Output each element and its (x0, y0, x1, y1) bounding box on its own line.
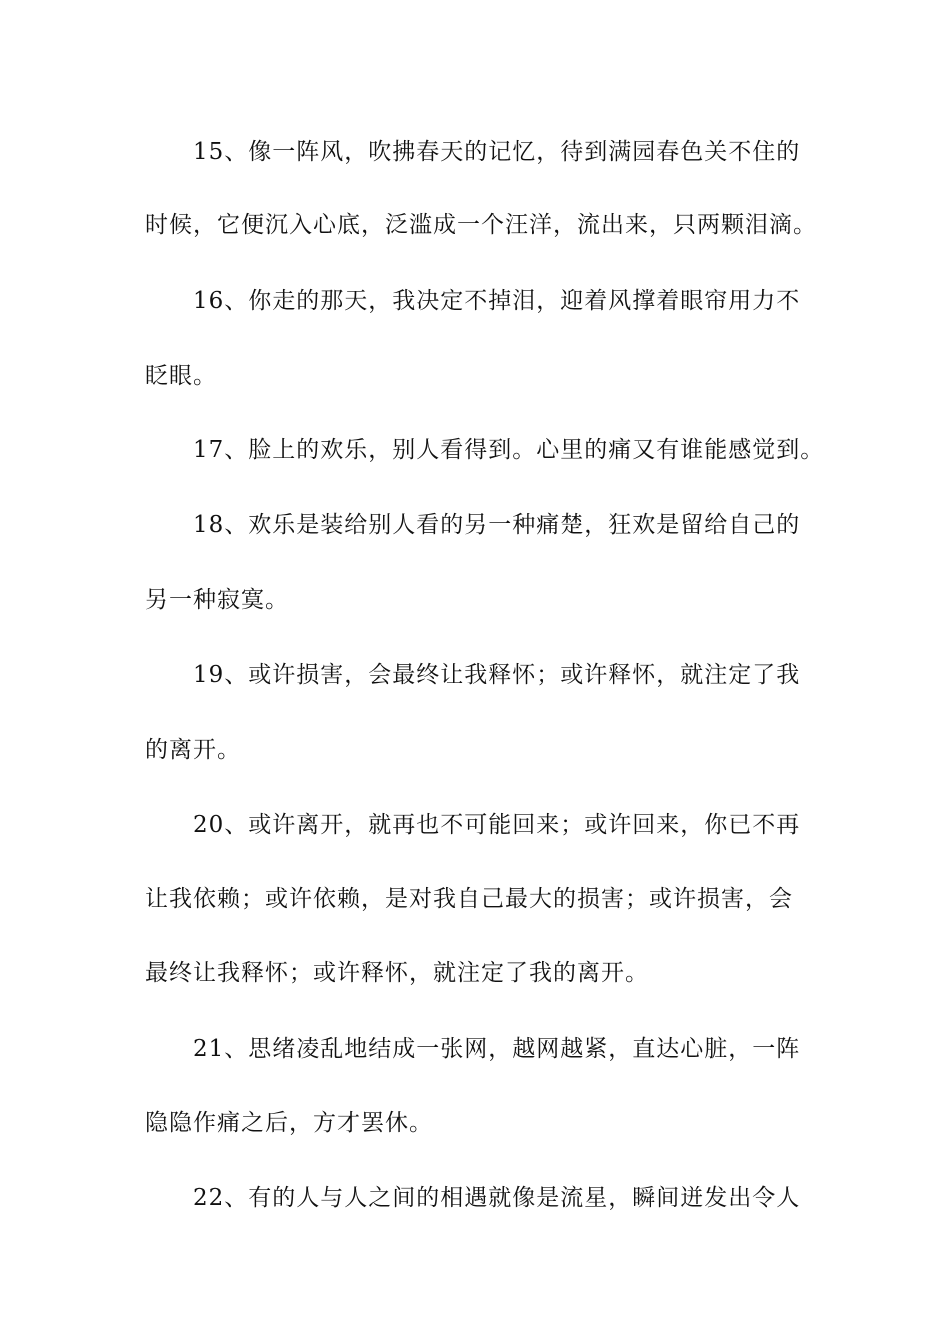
text-line-quote-22: 22、有的人与人之间的相遇就像是流星，瞬间迸发出令人 (193, 1185, 801, 1211)
text-line-quote-19: 19、或许损害，会最终让我释怀；或许释怀，就注定了我 (193, 662, 801, 688)
text-line-quote-20-cont1: 让我依赖；或许依赖，是对我自己最大的损害；或许损害，会 (145, 886, 793, 912)
text-line-quote-19-cont: 的离开。 (145, 737, 241, 763)
text-line-quote-18: 18、欢乐是装给别人看的另一种痛楚，狂欢是留给自己的 (193, 512, 801, 538)
text-line-quote-21: 21、思绪凌乱地结成一张网，越网越紧，直达心脏，一阵 (193, 1036, 801, 1062)
text-line-quote-15: 15、像一阵风，吹拂春天的记忆，待到满园春色关不住的 (193, 139, 801, 165)
text-line-quote-16: 16、你走的那天，我决定不掉泪，迎着风撑着眼帘用力不 (193, 288, 801, 314)
text-line-quote-20-cont2: 最终让我释怀；或许释怀，就注定了我的离开。 (145, 960, 649, 986)
text-line-quote-17: 17、脸上的欢乐，别人看得到。心里的痛又有谁能感觉到。 (193, 437, 825, 463)
text-line-quote-15-cont: 时候，它便沉入心底，泛滥成一个汪洋，流出来，只两颗泪滴。 (145, 212, 817, 238)
text-line-quote-20: 20、或许离开，就再也不可能回来；或许回来，你已不再 (193, 812, 801, 838)
text-line-quote-21-cont: 隐隐作痛之后，方才罢休。 (145, 1110, 433, 1136)
text-line-quote-16-cont: 眨眼。 (145, 363, 217, 389)
text-line-quote-18-cont: 另一种寂寞。 (145, 587, 289, 613)
